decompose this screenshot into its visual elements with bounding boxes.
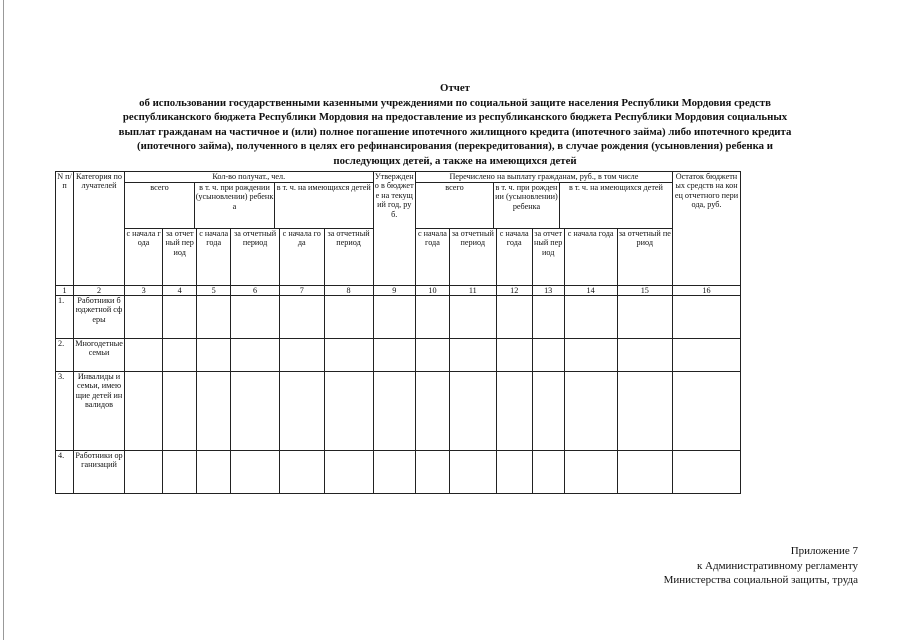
table-cell — [532, 451, 564, 494]
sub-year-start-2: с начала года — [197, 229, 231, 286]
table-cell — [415, 451, 449, 494]
table-cell — [415, 339, 449, 372]
appendix-line-3: Министерства социальной защиты, труда — [663, 574, 858, 586]
table-cell — [197, 296, 231, 339]
table-cell — [672, 296, 740, 339]
title-line-4: выплат гражданам на частичное и (или) полное погашение ипотечного жилищного кредита (ипотечного займа) либо ипотечного кредита — [118, 125, 792, 138]
appendix-line-2: к Административному регламенту — [696, 559, 858, 572]
col-number: 13 — [532, 286, 564, 296]
table-cell — [415, 372, 449, 451]
table-cell — [449, 296, 496, 339]
count-subgroups — [125, 183, 373, 228]
title-line-1: Отчет — [440, 82, 470, 94]
transferred-total: всего — [416, 183, 494, 228]
header-count-group — [125, 172, 374, 229]
report-title — [60, 81, 850, 169]
table-cell — [231, 372, 280, 451]
sub-year-start-6: с начала года — [564, 229, 617, 286]
table-cell — [125, 296, 163, 339]
table-cell — [279, 296, 324, 339]
transferred-existing: в т. ч. на имеющихся детей — [568, 183, 663, 192]
appendix-note — [664, 544, 858, 588]
header-approved: Утверждено в бюджете на текущий год, руб. — [373, 172, 415, 286]
table-cell — [672, 339, 740, 372]
title-line-5: (ипотечного займа), полученного в целях его рефинансирования (перекредитования), в случае рождения (усыновления) ребенка и — [137, 140, 773, 153]
table-cell — [564, 372, 617, 451]
table-cell — [197, 372, 231, 451]
col-number: 2 — [74, 286, 125, 296]
header-transferred-group — [415, 172, 672, 229]
header-count: Кол-во получат., чел. — [125, 172, 373, 183]
table-cell — [496, 451, 532, 494]
table-cell — [617, 296, 672, 339]
table-cell — [564, 296, 617, 339]
header-row-1 — [56, 172, 741, 229]
count-existing: в т. ч. на имеющихся детей — [276, 183, 371, 192]
table-cell — [672, 372, 740, 451]
row-number: 4. — [56, 451, 74, 494]
table-cell — [496, 372, 532, 451]
transferred-subgroups — [416, 183, 672, 228]
col-number: 10 — [415, 286, 449, 296]
title-line-6: последующих детей, а также на имеющихся детей — [333, 154, 577, 167]
table-row — [56, 296, 741, 339]
count-birth: в т. ч. при рождении (усыновлении) ребенка — [195, 183, 275, 228]
row-category: Работники бюджетной сферы — [74, 296, 125, 339]
appendix-line-1: Приложение 7 — [790, 545, 858, 557]
header-transferred: Перечислено на выплату гражданам, руб., в том числе — [416, 172, 672, 183]
table-cell — [532, 372, 564, 451]
sub-period-3: за отчетный период — [324, 229, 373, 286]
header-category: Категория получателей — [74, 172, 125, 286]
table-cell — [373, 339, 415, 372]
row-number: 1. — [56, 296, 74, 339]
col-number: 6 — [231, 286, 280, 296]
table-cell — [279, 451, 324, 494]
transferred-birth: в т. ч. при рождении (усыновлении) ребенка — [494, 183, 560, 228]
table-row — [56, 339, 741, 372]
sub-year-start-1: с начала года — [125, 229, 163, 286]
table-cell — [163, 372, 197, 451]
row-category: Многодетные семьи — [74, 339, 125, 372]
row-category: Инвалиды и семьи, имеющие детей инвалидов — [74, 372, 125, 451]
table-cell — [496, 339, 532, 372]
sub-period-1: за отчетный период — [163, 229, 197, 286]
table-cell — [279, 372, 324, 451]
table-cell — [197, 451, 231, 494]
table-cell — [373, 372, 415, 451]
header-num: N п/п — [56, 172, 74, 286]
title-line-2: об использовании государственными казенными учреждениями по социальной защите населения Республики Мордовия средств — [139, 96, 771, 109]
table-cell — [231, 339, 280, 372]
table-cell — [125, 451, 163, 494]
table-cell — [449, 339, 496, 372]
col-number: 4 — [163, 286, 197, 296]
table-cell — [617, 451, 672, 494]
table-cell — [231, 451, 280, 494]
sub-period-6: за отчетный период — [617, 229, 672, 286]
col-number: 1 — [56, 286, 74, 296]
table-cell — [324, 339, 373, 372]
table-cell — [163, 296, 197, 339]
table-row — [56, 451, 741, 494]
table-cell — [324, 451, 373, 494]
col-number: 12 — [496, 286, 532, 296]
page-edge — [3, 0, 4, 640]
count-total: всего — [125, 183, 195, 228]
table-row — [56, 372, 741, 451]
table-cell — [672, 451, 740, 494]
table-cell — [617, 372, 672, 451]
col-number: 5 — [197, 286, 231, 296]
table-cell — [496, 296, 532, 339]
sub-period-2: за отчетный период — [231, 229, 280, 286]
header-balance: Остаток бюджетных средств на конец отчетного периода, руб. — [672, 172, 740, 286]
col-number: 3 — [125, 286, 163, 296]
table-cell — [415, 296, 449, 339]
sub-year-start-4: с начала года — [415, 229, 449, 286]
row-category: Работники организаций — [74, 451, 125, 494]
table-cell — [324, 372, 373, 451]
table-cell — [617, 339, 672, 372]
table-cell — [197, 339, 231, 372]
title-line-3: республиканского бюджета Республики Мордовия на предоставление из республиканского бюджета Республики Мордовия социальных — [122, 111, 788, 124]
table-cell — [449, 372, 496, 451]
table-cell — [564, 451, 617, 494]
table-cell — [231, 296, 280, 339]
sub-year-start-3: с начала года — [279, 229, 324, 286]
table-cell — [324, 296, 373, 339]
sub-year-start-5: с начала года — [496, 229, 532, 286]
col-number: 14 — [564, 286, 617, 296]
col-number: 7 — [279, 286, 324, 296]
col-number: 8 — [324, 286, 373, 296]
column-number-row — [56, 286, 741, 296]
table-cell — [373, 451, 415, 494]
sub-period-4: за отчетный период — [449, 229, 496, 286]
table-cell — [279, 339, 324, 372]
table-cell — [564, 339, 617, 372]
table-cell — [373, 296, 415, 339]
table-cell — [125, 339, 163, 372]
row-number: 2. — [56, 339, 74, 372]
row-number: 3. — [56, 372, 74, 451]
table-cell — [532, 339, 564, 372]
report-table — [55, 171, 741, 494]
col-number: 9 — [373, 286, 415, 296]
table-cell — [449, 451, 496, 494]
table-cell — [163, 451, 197, 494]
col-number: 11 — [449, 286, 496, 296]
table-cell — [532, 296, 564, 339]
col-number: 16 — [672, 286, 740, 296]
sub-period-5: за отчетный период — [532, 229, 564, 286]
table-cell — [125, 372, 163, 451]
col-number: 15 — [617, 286, 672, 296]
table-cell — [163, 339, 197, 372]
